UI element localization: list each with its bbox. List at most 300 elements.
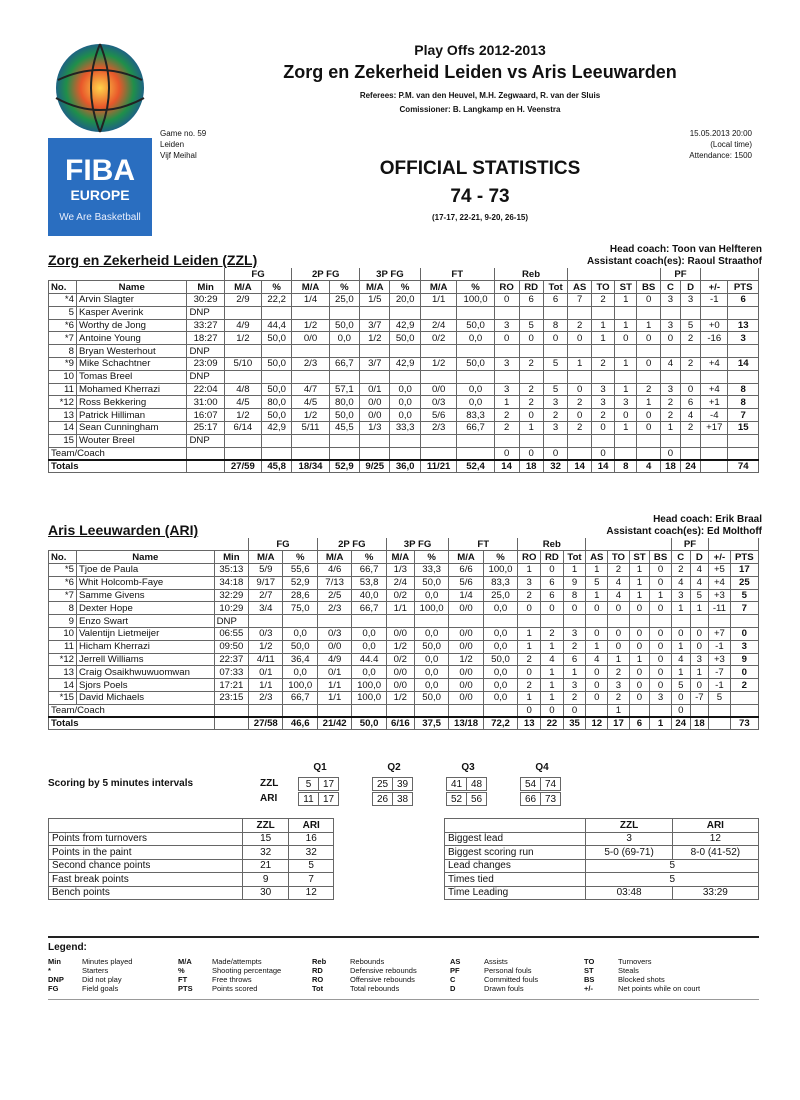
stat-cell [360,434,390,447]
stat-cell: 3/7 [360,319,390,332]
stat-cell [292,345,329,358]
stat-cell: 0/3 [420,396,457,409]
player-row [49,332,759,345]
total-cell: 52,4 [457,460,494,473]
stat-cell: 0 [690,640,709,653]
stat-cell: 0/0 [386,666,414,679]
stat-cell: 1/2 [249,640,283,653]
stat-cell: 17 [730,564,758,577]
box-label: Points from turnovers [49,832,243,846]
stat-cell: 0 [671,628,690,641]
group-2: 3P FG [360,268,421,281]
stat-cell: 0,0 [390,409,420,422]
stat-cell: 50,0 [261,332,291,345]
stat-cell: 4 [671,576,690,589]
player-number: 11 [49,640,77,653]
stat-cell: 53,8 [352,576,386,589]
player-row [49,345,759,358]
column-header: PTS [728,281,759,294]
legend-description: Drawn fouls [484,984,524,993]
group-blank [568,268,661,281]
stat-cell [390,447,420,460]
player-name: Whit Holcomb-Faye [77,576,215,589]
player-number: 9 [49,615,77,628]
stat-cell: 50,0 [414,576,448,589]
stat-cell: 0,0 [457,396,494,409]
stat-cell: 1 [660,422,680,435]
legend-description: Did not play [82,975,122,984]
stat-cell [660,345,680,358]
stat-cell: 2 [519,358,543,371]
stat-cell: 18:27 [187,332,224,345]
column-header: ST [629,551,649,564]
legend-description: Starters [82,966,109,975]
column-header: No. [49,281,77,294]
stat-cell: 0 [650,602,672,615]
stat-cell: 0/0 [449,692,483,705]
interval-value: 66 [521,793,541,806]
stat-cell: 0 [494,447,519,460]
interval-scores [298,792,339,806]
stat-cell: 22,2 [261,294,291,307]
stat-cell: 55,6 [283,564,317,577]
box-row [49,846,334,860]
stat-cell: 57,1 [329,383,359,396]
stat-cell: 5 [543,383,568,396]
quarter-label: Q4 [535,762,549,773]
column-header: % [261,281,291,294]
interval-value: 5 [299,778,319,791]
box-header-cell: ARI [672,819,758,833]
stat-cell: 2 [591,294,614,307]
stat-cell: 3 [563,679,586,692]
stat-cell [519,306,543,319]
stat-cell: 66,7 [283,692,317,705]
stat-cell: 36,4 [283,653,317,666]
column-header: RO [518,551,541,564]
away-group-header [49,538,759,551]
legend-description: Total rebounds [350,984,400,993]
stat-cell: 4 [671,653,690,666]
stat-cell: 0 [671,704,690,717]
stat-cell: 2/4 [420,319,457,332]
stat-cell: 75,0 [283,602,317,615]
total-cell: 36,0 [390,460,420,473]
stat-cell: 0 [681,383,701,396]
box-value: 5 [586,859,759,873]
stat-cell: 0,0 [457,332,494,345]
stat-cell: 3 [660,294,680,307]
legend-key: Reb [312,957,327,966]
stat-cell [187,447,224,460]
interval-team-label: ARI [260,793,278,804]
interval-row [299,793,339,806]
legend-description: Blocked shots [618,975,665,984]
away-head-coach: Head coach: Erik Braal [653,514,762,525]
stat-cell: 50,0 [483,653,517,666]
total-cell: 11/21 [420,460,457,473]
stat-cell: -11 [709,602,731,615]
interval-row [521,793,561,806]
stat-cell: 15 [728,422,759,435]
stat-cell: 4/9 [317,653,351,666]
player-number: *6 [49,576,77,589]
stat-cell: 2 [730,679,758,692]
stat-cell: 0 [629,640,649,653]
stat-cell [681,345,701,358]
local-time-label: (Local time) [710,140,752,149]
stat-cell: 0 [608,628,630,641]
stat-cell: 0/1 [317,666,351,679]
stat-cell: 6 [519,294,543,307]
stat-cell [420,370,457,383]
stat-cell: 1 [615,319,637,332]
stat-cell: 0 [615,409,637,422]
player-row [49,564,759,577]
stat-cell: 0 [637,294,661,307]
stat-cell: 3 [543,422,568,435]
quarter-label: Q2 [387,762,401,773]
stat-cell: 45,5 [329,422,359,435]
stat-cell: 6 [563,653,586,666]
legend-key: M/A [178,957,192,966]
stat-cell: 2 [519,396,543,409]
stat-cell [457,306,494,319]
stat-cell: 0/0 [449,679,483,692]
column-header: ST [615,281,637,294]
stat-cell: 44.4 [352,653,386,666]
commissioner: Comissioner: B. Langkamp en H. Veenstra [399,105,561,114]
stat-cell: 06:55 [214,628,248,641]
stat-cell [660,370,680,383]
player-row [49,306,759,319]
group-reb: Reb [494,268,568,281]
box-value: 33:29 [672,886,758,900]
player-number: 5 [49,306,77,319]
stat-cell: 1 [671,666,690,679]
stat-cell: 1/1 [317,692,351,705]
stat-cell [637,345,661,358]
stat-cell: 0 [650,666,672,679]
stat-cell: 0/3 [317,628,351,641]
stat-cell: 8 [728,383,759,396]
stat-cell: 83,3 [483,576,517,589]
stat-cell: 0,0 [414,653,448,666]
player-name: Enzo Swart [77,615,215,628]
date-time: 15.05.2013 20:00 [689,129,752,138]
player-name: David Michaels [77,692,215,705]
interval-value: 17 [319,793,339,806]
stat-cell [292,370,329,383]
box-row [49,832,334,846]
legend-key: * [48,966,51,975]
stat-cell [650,704,672,717]
interval-scores [520,792,561,806]
game-datetime [689,128,752,161]
player-row [49,358,759,371]
legend-key: AS [450,957,461,966]
stat-cell: 1/1 [420,294,457,307]
stat-cell: 0 [543,332,568,345]
total-cell: 27/58 [249,717,283,730]
stat-cell: 2/9 [224,294,261,307]
official-statistics-title: OFFICIAL STATISTICS [379,158,581,179]
stat-cell: 2 [608,692,630,705]
stat-cell: 50,0 [261,409,291,422]
stat-cell: 80,0 [261,396,291,409]
stat-cell [261,370,291,383]
box-label: Time Leading [445,886,586,900]
stat-cell: 16:07 [187,409,224,422]
stat-cell: 0 [671,692,690,705]
box-row [445,832,759,846]
total-cell [214,717,248,730]
stat-cell: 2/4 [386,576,414,589]
box-value: 5 [289,859,334,873]
group-end [701,268,759,281]
column-header: M/A [386,551,414,564]
column-header: % [283,551,317,564]
stat-cell: 0 [690,628,709,641]
stat-cell: 0 [494,294,519,307]
stat-cell: 0 [650,564,672,577]
legend-key: RD [312,966,323,975]
stat-cell: 50,0 [457,319,494,332]
stat-cell: 33,3 [390,422,420,435]
svg-text:FIBA: FIBA [65,154,135,187]
interval-value: 56 [467,793,487,806]
home-box-score-table [48,268,759,473]
player-row [49,319,759,332]
stat-cell [292,447,329,460]
stat-cell: 1/1 [317,679,351,692]
stat-cell: 0 [541,602,563,615]
stat-cell: 1 [671,640,690,653]
stat-cell: 1 [518,692,541,705]
stat-cell: 1/1 [249,679,283,692]
column-header: +/- [709,551,731,564]
legend-description: Net points while on court [618,984,701,993]
stat-cell: 5/6 [420,409,457,422]
stat-cell [519,370,543,383]
totals-row [49,717,759,730]
player-name: Craig Osaikhwuwuomwan [77,666,215,679]
fiba-europe-logo [44,40,156,236]
stat-cell: 1 [563,564,586,577]
box-row [49,873,334,887]
stat-cell: 1/2 [292,319,329,332]
stat-cell: 1 [629,589,649,602]
stat-cell [730,615,758,628]
stat-cell [261,434,291,447]
stat-cell: 0,0 [329,332,359,345]
stat-cell: 0 [637,332,661,345]
stat-cell: 0 [629,679,649,692]
box-header-cell: ZZL [242,819,289,833]
stat-cell [249,615,283,628]
stat-cell: +1 [701,396,728,409]
column-header: C [671,551,690,564]
player-row [49,396,759,409]
quarter-label: Q3 [461,762,475,773]
stat-cell: 1 [591,332,614,345]
player-name: Wouter Breel [77,434,187,447]
total-cell: 22 [541,717,563,730]
player-number: 14 [49,679,77,692]
stat-cell: 7 [728,409,759,422]
stat-cell: 4/5 [292,396,329,409]
stat-cell [586,615,608,628]
interval-row [373,793,413,806]
player-row [49,434,759,447]
stat-cell [681,370,701,383]
stat-cell: 25,0 [329,294,359,307]
stat-cell: 1/2 [224,409,261,422]
stat-cell [449,704,483,717]
stat-cell: 0 [608,602,630,615]
stat-cell: 1/2 [386,692,414,705]
stat-cell: 31:00 [187,396,224,409]
box-header-cell: ARI [289,819,334,833]
stat-cell [390,434,420,447]
stat-cell [728,447,759,460]
total-cell: 72,2 [483,717,517,730]
stat-cell [690,615,709,628]
stat-cell: 0 [494,332,519,345]
legend-description: Defensive rebounds [350,966,417,975]
interval-row [447,793,487,806]
stat-cell: 3/7 [360,358,390,371]
stat-cell: 5/6 [449,576,483,589]
stat-cell: 4/6 [317,564,351,577]
stat-cell: 0 [568,409,592,422]
legend-title: Legend: [48,942,87,953]
stat-cell [615,447,637,460]
player-row [49,422,759,435]
stat-cell [660,434,680,447]
stat-cell: 0 [650,576,672,589]
legend-key: ST [584,966,594,975]
stat-cell: 23:15 [214,692,248,705]
interval-row [521,778,561,791]
stat-cell: 33:27 [187,319,224,332]
stat-cell: 0,0 [414,666,448,679]
stat-cell: 2 [681,332,701,345]
stat-cell: +17 [701,422,728,435]
interval-row [447,778,487,791]
stat-cell [329,370,359,383]
total-cell [701,460,728,473]
stat-cell: 4/11 [249,653,283,666]
stat-cell: 0,0 [483,679,517,692]
away-team-name: Aris Leeuwarden (ARI) [48,522,199,538]
stat-cell: +4 [709,576,731,589]
stat-cell: 4 [608,589,630,602]
stat-cell [701,434,728,447]
stat-cell: 0/0 [449,602,483,615]
stat-cell: 0,0 [352,640,386,653]
column-header: TO [591,281,614,294]
box-header-cell [49,819,243,833]
stat-cell: 3 [660,319,680,332]
player-number: 14 [49,422,77,435]
stat-cell: 13 [728,319,759,332]
column-header: % [414,551,448,564]
legend [48,936,759,1000]
column-header: M/A [420,281,457,294]
column-header: M/A [292,281,329,294]
stat-cell: 66,7 [352,602,386,615]
total-cell: 6/16 [386,717,414,730]
column-header: AS [568,281,592,294]
column-header: M/A [449,551,483,564]
stat-cell: 2/3 [420,422,457,435]
stat-cell: 0/0 [292,332,329,345]
stat-cell: 0 [629,602,649,615]
stat-cell [329,306,359,319]
stat-cell: 1 [615,358,637,371]
competition-title: Play Offs 2012-2013 [414,42,546,58]
stat-cell: 66,7 [329,358,359,371]
box-value: 5-0 (69-71) [586,846,672,860]
player-number: *7 [49,589,77,602]
legend-key: FT [178,975,188,984]
column-header: M/A [249,551,283,564]
home-head-coach: Head coach: Toon van Helfteren [609,244,762,255]
column-header: BS [650,551,672,564]
box-value: 32 [242,846,289,860]
stat-cell: -7 [709,666,731,679]
interval-value: 38 [393,793,413,806]
stat-cell: 3 [671,589,690,602]
stat-cell [637,447,661,460]
stat-cell: 2 [518,589,541,602]
player-name: Mike Schachtner [77,358,187,371]
stat-cell [615,345,637,358]
stat-cell: 2 [494,409,519,422]
stat-cell [420,345,457,358]
game-info [160,128,206,161]
column-header: % [352,551,386,564]
player-row [49,370,759,383]
legend-description: Assists [484,957,508,966]
player-number: *7 [49,332,77,345]
stat-cell: 1 [586,589,608,602]
stat-cell: 2 [541,628,563,641]
stat-cell: 3 [563,628,586,641]
stat-cell [420,434,457,447]
stat-cell: 52,9 [283,576,317,589]
legend-key: Min [48,957,61,966]
totals-row [49,460,759,473]
stat-cell [224,306,261,319]
stat-cell: 0 [730,666,758,679]
stat-cell [483,704,517,717]
stat-cell [709,704,731,717]
stat-cell: 1 [615,422,637,435]
stat-cell: 0,0 [414,679,448,692]
stat-cell: 0 [660,332,680,345]
stat-cell: 2/3 [317,602,351,615]
legend-key: DNP [48,975,64,984]
stat-cell: 2 [637,383,661,396]
column-header: Min [187,281,224,294]
column-header: % [457,281,494,294]
box-value: 03:48 [586,886,672,900]
stat-cell: 0 [591,422,614,435]
interval-scores [446,792,487,806]
stat-cell: 17:21 [214,679,248,692]
